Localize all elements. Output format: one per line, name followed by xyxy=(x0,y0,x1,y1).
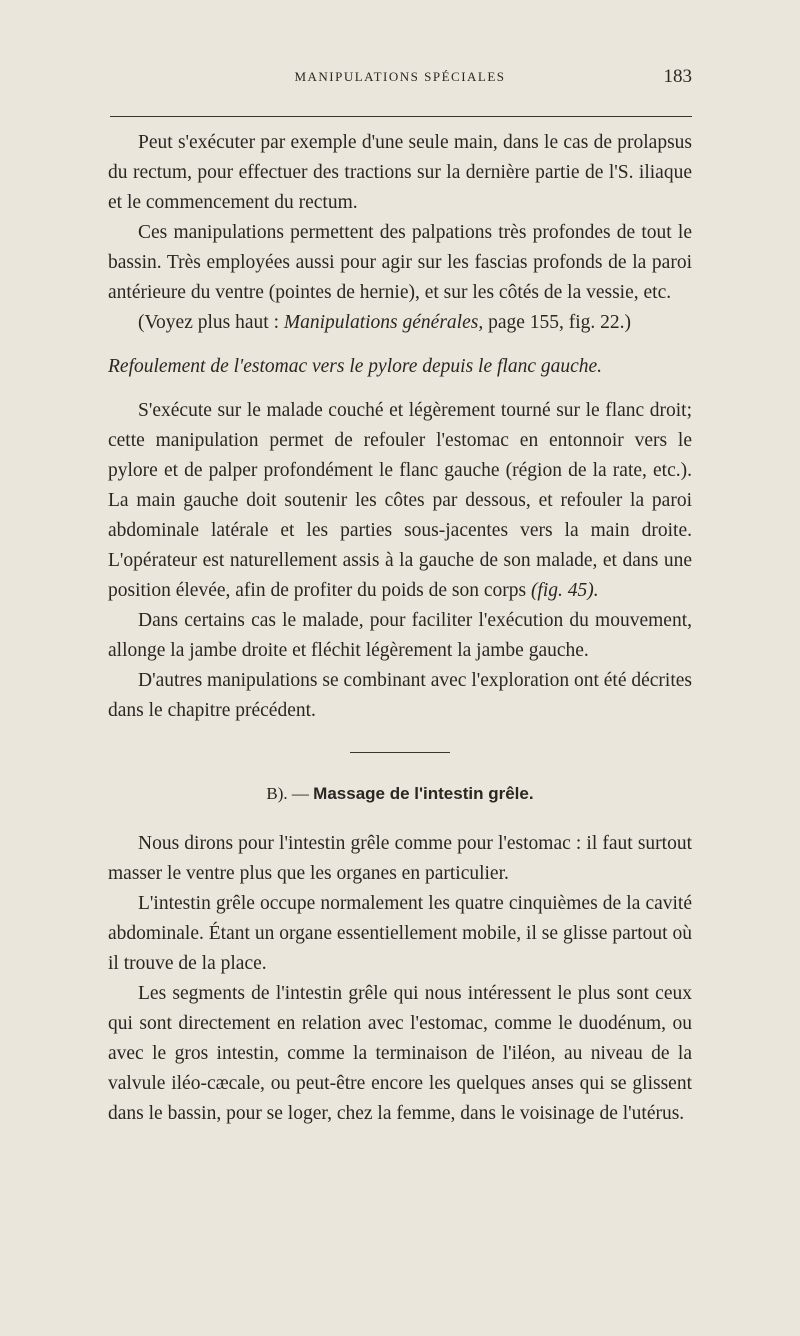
paragraph-8: L'intestin grêle occupe normalement les quatre cinquièmes de la cavité abdominale. Étant un organe essentiellement mobile, il se glisse partout où il trouve de la place. xyxy=(108,893,692,974)
paragraph-7: Nous dirons pour l'intestin grêle comme pour l'estomac : il faut surtout masser le ventre plus que les organes en particulier. xyxy=(108,833,692,884)
paragraph-4-text: S'exécute sur le malade couché et légèrement tourné sur le flanc droit; cette manipulation permet de refouler l'estomac en entonnoir vers le pylore et de palper profondément le flanc gauche (région de la rate, etc.). La main gauche doit soutenir les côtes par dessous, et refouler la paroi abdominale latérale et les parties sous-jacentes vers la main droite. L'opérateur est naturellement assis à la gauche de son malade, et dans une position élevée, afin de profiter du poids de son corps xyxy=(108,400,692,601)
page-number: 183 xyxy=(663,66,692,87)
paragraph-4 xyxy=(108,396,692,606)
subheading xyxy=(108,779,692,809)
paragraph-3-text: (Voyez plus haut : xyxy=(138,312,284,333)
paragraph-3-text-end: page 155, fig. 22.) xyxy=(483,312,632,333)
paragraph-5: Dans certains cas le malade, pour faciliter l'exécution du mouvement, allonge la jambe droite et fléchit légèrement la jambe gauche. xyxy=(108,610,692,661)
page-header xyxy=(108,64,692,90)
paragraph-6: D'autres manipulations se combinant avec l'exploration ont été décrites dans le chapitre précédent. xyxy=(108,670,692,721)
paragraph-1: Peut s'exécuter par exemple d'une seule main, dans le cas de prolapsus du rectum, pour effectuer des tractions sur la dernière partie de l'S. iliaque et le commencement du rectum. xyxy=(108,132,692,213)
figure-reference: (fig. 45). xyxy=(530,580,599,601)
subheading-title: Massage de l'intestin grêle. xyxy=(313,784,534,803)
section-title: Refoulement de l'estomac vers le pylore depuis le flanc gauche. xyxy=(108,356,603,377)
header-rule xyxy=(110,116,692,117)
body-text xyxy=(108,128,692,1129)
paragraph-3 xyxy=(108,308,692,338)
paragraph-2: Ces manipulations permettent des palpations très profondes de tout le bassin. Très employées aussi pour agir sur les fascias profonds de la paroi antérieure du ventre (pointes de hernie), et sur les côtés de la vessie, etc. xyxy=(108,222,692,303)
separator-rule xyxy=(350,752,450,753)
paragraph-9: Les segments de l'intestin grêle qui nous intéressent le plus sont ceux qui sont directement en relation avec l'estomac, comme le duodénum, ou avec le gros intestin, comme la terminaison de l'iléon, au niveau de la valvule iléo-cæcale, ou peut-être encore les quelques anses qui se glissent dans le bassin, pour se loger, chez la femme, dans le voisinage de l'utérus. xyxy=(108,983,692,1124)
paragraph-3-italic: Manipulations générales, xyxy=(283,312,484,333)
running-head: MANIPULATIONS SPÉCIALES xyxy=(294,69,506,84)
subheading-prefix: B). — xyxy=(266,784,314,803)
separator xyxy=(108,726,692,753)
